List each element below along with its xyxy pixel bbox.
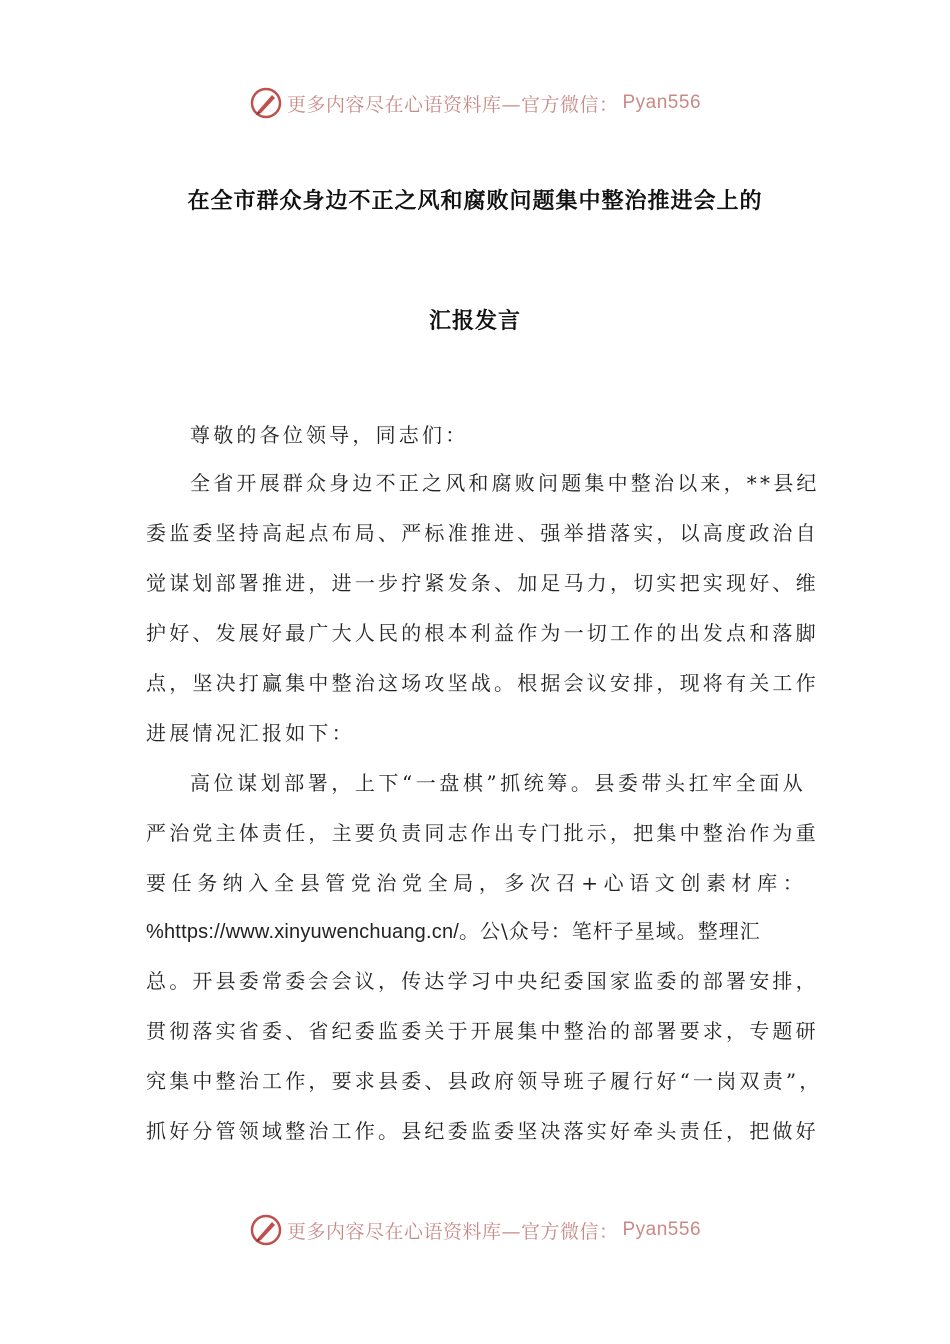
paragraph-line-with-link (146, 916, 806, 946)
paragraph-line: 全省开展群众身边不正之风和腐败问题集中整治以来，**县纪 (190, 471, 820, 495)
paragraph-line: 护好、发展好最广大人民的根本利益作为一切工作的出发点和落脚 (146, 621, 819, 645)
paragraph-line: 总。开县委常委会会议，传达学习中央纪委国家监委的部署安排， (146, 969, 819, 993)
salutation: 尊敬的各位领导，同志们： (190, 423, 469, 447)
paragraph-line: 高位谋划部署，上下“一盘棋”抓统筹。县委带头扛牢全面从 (190, 771, 806, 795)
watermark-label: 更多内容尽在心语资料库—官方微信： (286, 1220, 619, 1243)
paragraph-line: 究集中整治工作，要求县委、县政府领导班子履行好“一岗双责”， (146, 1069, 823, 1093)
paragraph-line: 贯彻落实省委、省纪委监委关于开展集中整治的部署要求，专题研 (146, 1019, 819, 1043)
source-link[interactable]: %https://www.xinyuwenchuang.cn/ (146, 921, 460, 943)
paragraph-line: 点，坚决打赢集中整治这场攻坚战。根据会议安排，现将有关工作 (146, 671, 819, 695)
document-title-line-1: 在全市群众身边不正之风和腐败问题集中整治推进会上的 (187, 189, 763, 214)
pen-logo-icon (249, 86, 283, 120)
paragraph-line: 抓好分管领域整治工作。县纪委监委坚决落实好牵头责任，把做好 (146, 1119, 819, 1143)
paragraph-line: 进展情况汇报如下： (146, 721, 355, 745)
watermark-wechat-id: Pyan556 (622, 1219, 702, 1240)
paragraph-line: 委监委坚持高起点布局、严标准推进、强举措落实，以高度政治自 (146, 521, 819, 545)
watermark-footer (0, 1213, 950, 1247)
paragraph-line: 严治党主体责任，主要负责同志作出专门批示，把集中整治作为重 (146, 821, 819, 845)
pen-logo-icon (249, 1213, 283, 1247)
paragraph-line: 要任务纳入全县管党治党全局，多次召+心语文创素材库： (146, 871, 806, 895)
watermark-wechat-id: Pyan556 (622, 92, 702, 113)
watermark-label: 更多内容尽在心语资料库—官方微信： (286, 93, 619, 116)
document-title-line-2: 汇报发言 (428, 309, 521, 334)
paragraph-fragment: 。公\众号：笔杆子星域。整理汇 (459, 919, 761, 943)
watermark-header (0, 86, 950, 120)
paragraph-line: 觉谋划部署推进，进一步拧紧发条、加足马力，切实把实现好、维 (146, 571, 819, 595)
